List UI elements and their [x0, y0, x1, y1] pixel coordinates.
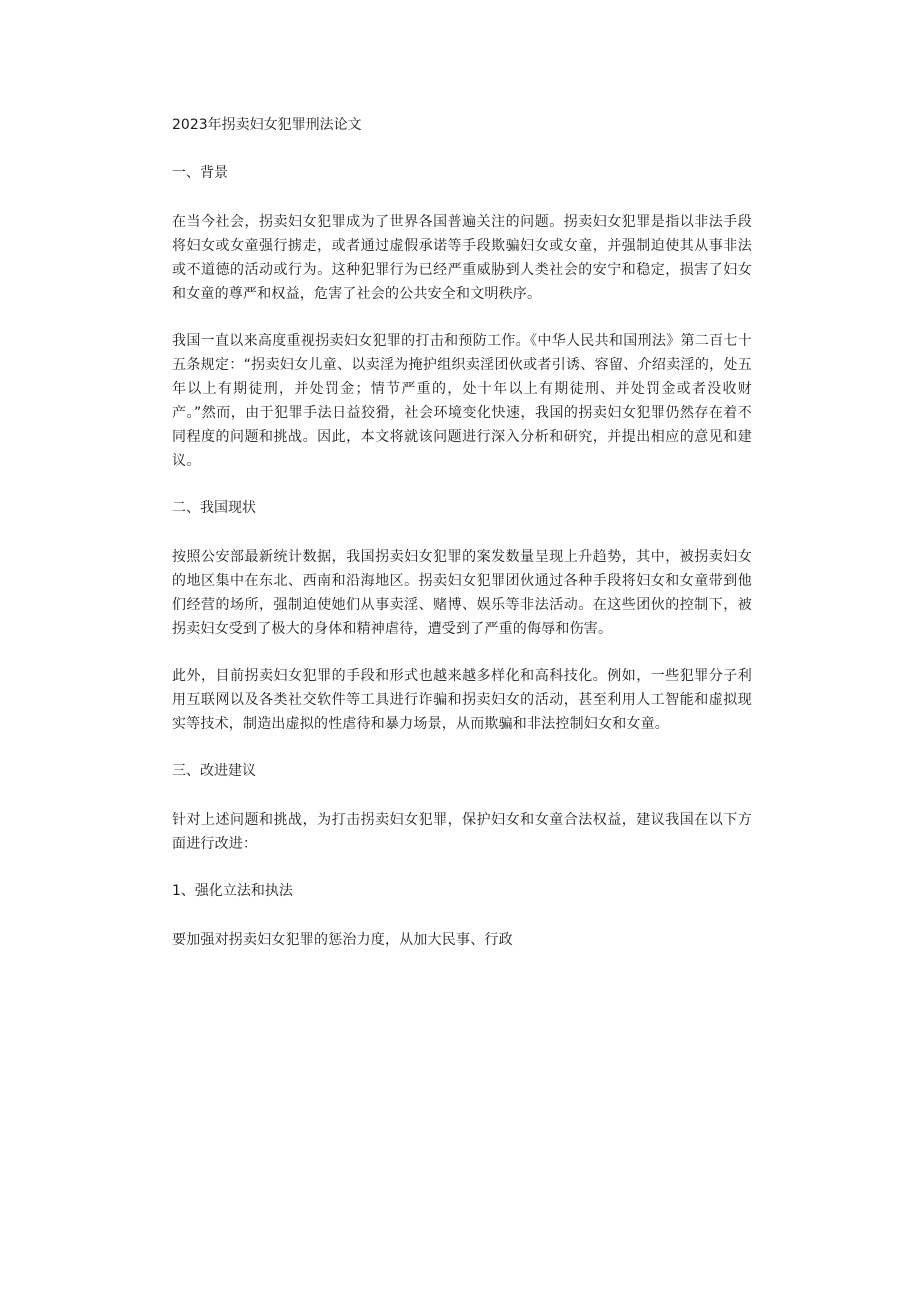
section-heading-current-situation: 二、我国现状: [172, 500, 256, 516]
paragraph-current-situation-1: 按照公安部最新统计数据，我国拐卖妇女犯罪的案发数量呈现上升趋势，其中，被拐卖妇女的地区集中在东北、西南和沿海地区。拐卖妇女犯罪团伙通过各种手段将妇女和女童带到他们经营的场所，强制迫使她们从事卖淫、赌博、娱乐等非法活动。在这些团伙的控制下，被拐卖妇女受到了极大的身体和精神虐待，遭受到了严重的侮辱和伤害。: [172, 549, 752, 637]
document-title: 2023年拐卖妇女犯罪刑法论文: [172, 117, 362, 133]
paragraph-current-situation-2: 此外，目前拐卖妇女犯罪的手段和形式也越来越多样化和高科技化。例如，一些犯罪分子利用互联网以及各类社交软件等工具进行诈骗和拐卖妇女的活动，甚至利用人工智能和虚拟现实等技术，制造出虚拟的性虐待和暴力场景，从而欺骗和非法控制妇女和女童。: [172, 668, 752, 732]
section-heading-suggestions: 三、改进建议: [172, 763, 256, 779]
paragraph-background-2: 我国一直以来高度重视拐卖妇女犯罪的打击和预防工作。《中华人民共和国刑法》第二百七十五条规定：“拐卖妇女儿童、以卖淫为掩护组织卖淫团伙或者引诱、容留、介绍卖淫的，处五年以上有期徒刑，并处罚金；情节严重的，处十年以上有期徒刑、并处罚金或者没收财产。”然而，由于犯罪手法日益狡猾，社会环境变化快速，我国的拐卖妇女犯罪仍然存在着不同程度的问题和挑战。因此，本文将就该问题进行深入分析和研究，并提出相应的意见和建议。: [172, 333, 752, 469]
document-page: [172, 113, 752, 952]
subsection-heading-legislation: 1、强化立法和执法: [172, 883, 293, 899]
paragraph-background-1: 在当今社会，拐卖妇女犯罪成为了世界各国普遍关注的问题。拐卖妇女犯罪是指以非法手段将妇女或女童强行掳走，或者通过虚假承诺等手段欺骗妇女或女童，并强制迫使其从事非法或不道德的活动或行为。这种犯罪行为已经严重威胁到人类社会的安宁和稳定，损害了妇女和女童的尊严和权益，危害了社会的公共安全和文明秩序。: [172, 214, 752, 302]
paragraph-suggestions-intro: 针对上述问题和挑战，为打击拐卖妇女犯罪，保护妇女和女童合法权益，建议我国在以下方面进行改进：: [172, 812, 752, 852]
section-heading-background: 一、背景: [172, 165, 228, 181]
paragraph-legislation: 要加强对拐卖妇女犯罪的惩治力度，从加大民事、行政: [172, 932, 513, 948]
